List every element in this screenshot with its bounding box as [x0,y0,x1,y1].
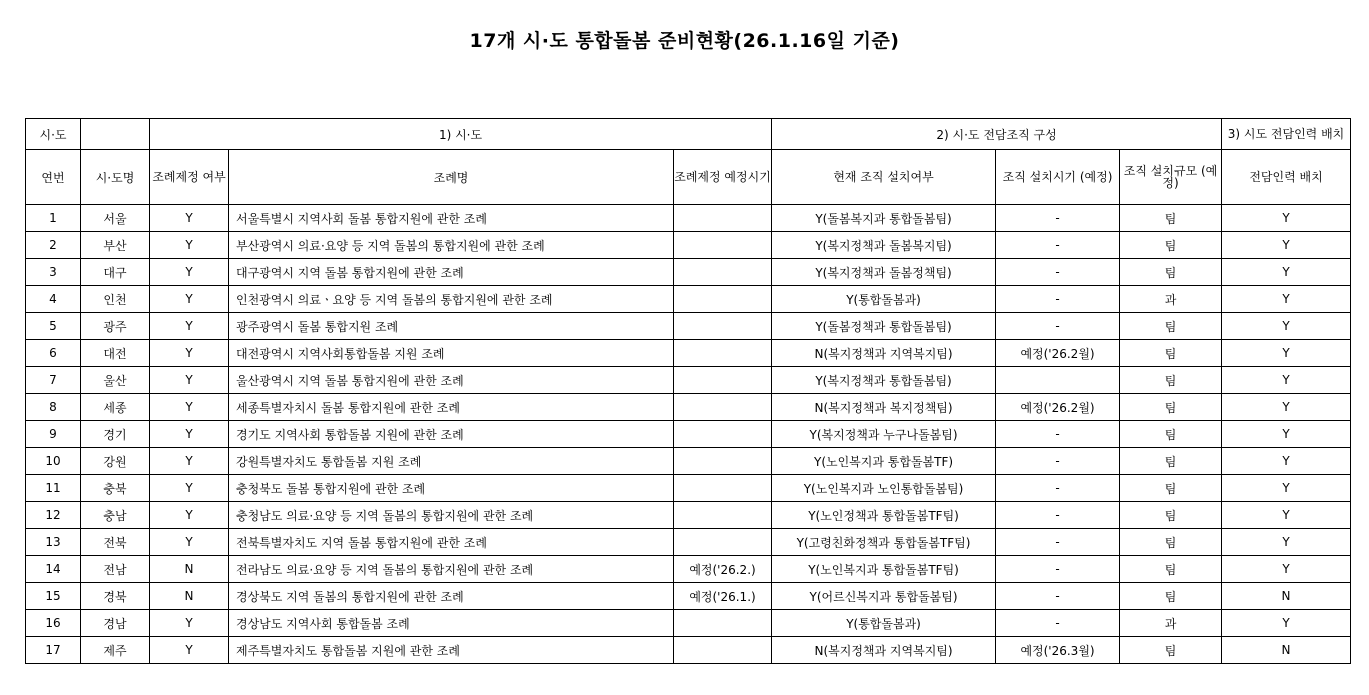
cell-staff: Y [1222,529,1351,556]
cell-ordinance-plan [674,259,772,286]
cell-org-scale: 팀 [1120,232,1222,259]
cell-enacted: N [150,583,229,610]
cell-org-status: Y(복지정책과 돌봄정책팀) [772,259,996,286]
table-row [26,205,1351,232]
table-row [26,313,1351,340]
header-row-groups [26,119,1351,150]
cell-org-scale: 팀 [1120,421,1222,448]
cell-org-timing: - [996,610,1120,637]
cell-org-timing: 예정('26.3월) [996,637,1120,664]
cell-enacted: Y [150,529,229,556]
cell-staff: Y [1222,259,1351,286]
header-row-columns [26,150,1351,205]
cell-enacted: Y [150,286,229,313]
cell-org-status: Y(어르신복지과 통합돌봄팀) [772,583,996,610]
cell-org-scale: 팀 [1120,637,1222,664]
cell-staff: Y [1222,367,1351,394]
cell-org-scale: 팀 [1120,394,1222,421]
cell-sido: 경남 [81,610,150,637]
cell-ordinance-plan [674,529,772,556]
cell-ordinance-name: 울산광역시 지역 돌봄 통합지원에 관한 조례 [229,367,674,394]
cell-org-status: Y(통합돌봄과) [772,610,996,637]
cell-sido: 경북 [81,583,150,610]
header-empty [81,119,150,150]
cell-ordinance-name: 강원특별자치도 통합돌봄 지원 조례 [229,448,674,475]
cell-ordinance-name: 대전광역시 지역사회통합돌봄 지원 조례 [229,340,674,367]
cell-no: 12 [26,502,81,529]
cell-no: 3 [26,259,81,286]
cell-sido: 전남 [81,556,150,583]
cell-org-timing: 예정('26.2월) [996,394,1120,421]
cell-ordinance-plan [674,637,772,664]
cell-ordinance-name: 제주특별자치도 통합돌봄 지원에 관한 조례 [229,637,674,664]
cell-no: 11 [26,475,81,502]
cell-ordinance-name: 경기도 지역사회 통합돌봄 지원에 관한 조례 [229,421,674,448]
cell-enacted: Y [150,259,229,286]
cell-ordinance-name: 충청남도 의료·요양 등 지역 돌봄의 통합지원에 관한 조례 [229,502,674,529]
table-row [26,610,1351,637]
cell-org-timing: - [996,286,1120,313]
cell-ordinance-name: 전북특별자치도 지역 돌봄 통합지원에 관한 조례 [229,529,674,556]
header-group-ordinance: 1) 시·도 [150,119,772,150]
cell-enacted: Y [150,313,229,340]
cell-no: 4 [26,286,81,313]
cell-no: 10 [26,448,81,475]
cell-org-status: Y(복지정책과 통합돌봄팀) [772,367,996,394]
cell-org-status: N(복지정책과 지역복지팀) [772,340,996,367]
cell-ordinance-plan: 예정('26.2.) [674,556,772,583]
cell-staff: Y [1222,610,1351,637]
col-header-ordinance-name: 조례명 [229,150,674,205]
table-row [26,340,1351,367]
cell-org-status: Y(복지정책과 돌봄복지팀) [772,232,996,259]
cell-ordinance-plan [674,313,772,340]
cell-ordinance-name: 경상북도 지역 돌봄의 통합지원에 관한 조례 [229,583,674,610]
cell-ordinance-name: 경상남도 지역사회 통합돌봄 조례 [229,610,674,637]
cell-sido: 충북 [81,475,150,502]
cell-staff: Y [1222,556,1351,583]
col-header-ordinance-status: 조례제정 여부 [150,150,229,205]
cell-enacted: Y [150,610,229,637]
cell-no: 14 [26,556,81,583]
cell-org-status: Y(돌봄복지과 통합돌봄팀) [772,205,996,232]
cell-staff: N [1222,637,1351,664]
cell-sido: 제주 [81,637,150,664]
cell-no: 6 [26,340,81,367]
cell-staff: Y [1222,313,1351,340]
cell-ordinance-plan [674,367,772,394]
cell-staff: Y [1222,205,1351,232]
cell-org-scale: 과 [1120,286,1222,313]
cell-sido: 대구 [81,259,150,286]
cell-staff: Y [1222,394,1351,421]
page-title: 17개 시·도 통합돌봄 준비현황(26.1.16일 기준) [469,30,900,52]
cell-ordinance-name: 인천광역시 의료ㆍ요양 등 지역 돌봄의 통합지원에 관한 조례 [229,286,674,313]
col-header-org-scale: 조직 설치규모 (예정) [1120,150,1222,205]
cell-no: 13 [26,529,81,556]
cell-enacted: Y [150,205,229,232]
cell-org-status: Y(돌봄정책과 통합돌봄팀) [772,313,996,340]
cell-no: 1 [26,205,81,232]
cell-ordinance-plan [674,205,772,232]
cell-staff: N [1222,583,1351,610]
header-group-organization: 2) 시·도 전담조직 구성 [772,119,1222,150]
cell-org-scale: 팀 [1120,259,1222,286]
cell-org-timing: - [996,313,1120,340]
cell-org-status: Y(복지정책과 누구나돌봄팀) [772,421,996,448]
cell-org-scale: 과 [1120,610,1222,637]
table-row [26,421,1351,448]
table-row [26,367,1351,394]
col-header-no: 연번 [26,150,81,205]
table-row [26,556,1351,583]
cell-staff: Y [1222,475,1351,502]
cell-ordinance-plan [674,475,772,502]
cell-ordinance-name: 세종특별자치시 돌봄 통합지원에 관한 조례 [229,394,674,421]
cell-no: 5 [26,313,81,340]
cell-org-timing: - [996,583,1120,610]
table-row [26,232,1351,259]
cell-enacted: Y [150,367,229,394]
cell-no: 8 [26,394,81,421]
cell-enacted: Y [150,637,229,664]
cell-org-status: N(복지정책과 복지정책팀) [772,394,996,421]
cell-org-scale: 팀 [1120,448,1222,475]
cell-org-timing: - [996,421,1120,448]
cell-ordinance-plan [674,340,772,367]
cell-org-scale: 팀 [1120,556,1222,583]
col-header-org-status: 현재 조직 설치여부 [772,150,996,205]
cell-org-scale: 팀 [1120,340,1222,367]
cell-sido: 광주 [81,313,150,340]
cell-ordinance-name: 광주광역시 돌봄 통합지원 조례 [229,313,674,340]
cell-org-scale: 팀 [1120,502,1222,529]
cell-org-scale: 팀 [1120,367,1222,394]
table-row [26,637,1351,664]
cell-enacted: Y [150,475,229,502]
table-row [26,529,1351,556]
cell-org-scale: 팀 [1120,583,1222,610]
cell-ordinance-plan [674,232,772,259]
cell-no: 15 [26,583,81,610]
cell-sido: 충남 [81,502,150,529]
cell-staff: Y [1222,421,1351,448]
table-row [26,394,1351,421]
cell-org-timing: - [996,529,1120,556]
cell-enacted: Y [150,394,229,421]
cell-ordinance-plan: 예정('26.1.) [674,583,772,610]
cell-no: 17 [26,637,81,664]
cell-staff: Y [1222,502,1351,529]
table-body [26,205,1351,664]
cell-org-scale: 팀 [1120,205,1222,232]
cell-no: 9 [26,421,81,448]
cell-org-timing [996,367,1120,394]
cell-ordinance-plan [674,286,772,313]
cell-org-timing: - [996,232,1120,259]
cell-org-status: Y(노인복지과 통합돌봄TF) [772,448,996,475]
table-row [26,583,1351,610]
cell-enacted: Y [150,340,229,367]
cell-org-status: Y(노인복지과 노인통합돌봄팀) [772,475,996,502]
cell-enacted: N [150,556,229,583]
cell-org-timing: - [996,205,1120,232]
cell-ordinance-name: 대구광역시 지역 돌봄 통합지원에 관한 조례 [229,259,674,286]
cell-ordinance-plan [674,421,772,448]
table-row [26,259,1351,286]
cell-sido: 세종 [81,394,150,421]
cell-org-status: Y(노인복지과 통합돌봄TF팀) [772,556,996,583]
cell-staff: Y [1222,340,1351,367]
table-row [26,286,1351,313]
table-row [26,502,1351,529]
cell-ordinance-plan [674,610,772,637]
col-header-org-timing: 조직 설치시기 (예정) [996,150,1120,205]
cell-ordinance-name: 부산광역시 의료·요양 등 지역 돌봄의 통합지원에 관한 조례 [229,232,674,259]
cell-enacted: Y [150,232,229,259]
cell-org-timing: - [996,556,1120,583]
cell-ordinance-name: 전라남도 의료·요양 등 지역 돌봄의 통합지원에 관한 조례 [229,556,674,583]
cell-ordinance-plan [674,502,772,529]
cell-enacted: Y [150,448,229,475]
cell-org-scale: 팀 [1120,475,1222,502]
cell-sido: 부산 [81,232,150,259]
cell-no: 7 [26,367,81,394]
cell-no: 16 [26,610,81,637]
cell-enacted: Y [150,502,229,529]
cell-ordinance-name: 충청북도 돌봄 통합지원에 관한 조례 [229,475,674,502]
cell-org-scale: 팀 [1120,529,1222,556]
table-row [26,448,1351,475]
cell-org-timing: - [996,502,1120,529]
cell-sido: 전북 [81,529,150,556]
cell-sido: 울산 [81,367,150,394]
cell-staff: Y [1222,286,1351,313]
table-row [26,475,1351,502]
header-group-staff: 3) 시도 전담인력 배치 [1222,119,1351,150]
header-sido: 시·도 [26,119,81,150]
col-header-ordinance-plan: 조례제정 예정시기 [674,150,772,205]
cell-enacted: Y [150,421,229,448]
col-header-sido-name: 시·도명 [81,150,150,205]
cell-org-status: Y(노인정책과 통합돌봄TF팀) [772,502,996,529]
col-header-staff: 전담인력 배치 [1222,150,1351,205]
cell-org-scale: 팀 [1120,313,1222,340]
cell-ordinance-name: 서울특별시 지역사회 돌봄 통합지원에 관한 조례 [229,205,674,232]
cell-sido: 서울 [81,205,150,232]
cell-staff: Y [1222,232,1351,259]
status-table [25,118,1351,664]
cell-org-status: Y(고령친화정책과 통합돌봄TF팀) [772,529,996,556]
cell-ordinance-plan [674,448,772,475]
cell-org-status: N(복지정책과 지역복지팀) [772,637,996,664]
cell-sido: 대전 [81,340,150,367]
cell-sido: 강원 [81,448,150,475]
cell-no: 2 [26,232,81,259]
cell-org-status: Y(통합돌봄과) [772,286,996,313]
cell-sido: 인천 [81,286,150,313]
cell-org-timing: - [996,448,1120,475]
cell-sido: 경기 [81,421,150,448]
cell-ordinance-plan [674,394,772,421]
cell-org-timing: 예정('26.2월) [996,340,1120,367]
cell-org-timing: - [996,475,1120,502]
cell-org-timing: - [996,259,1120,286]
cell-staff: Y [1222,448,1351,475]
